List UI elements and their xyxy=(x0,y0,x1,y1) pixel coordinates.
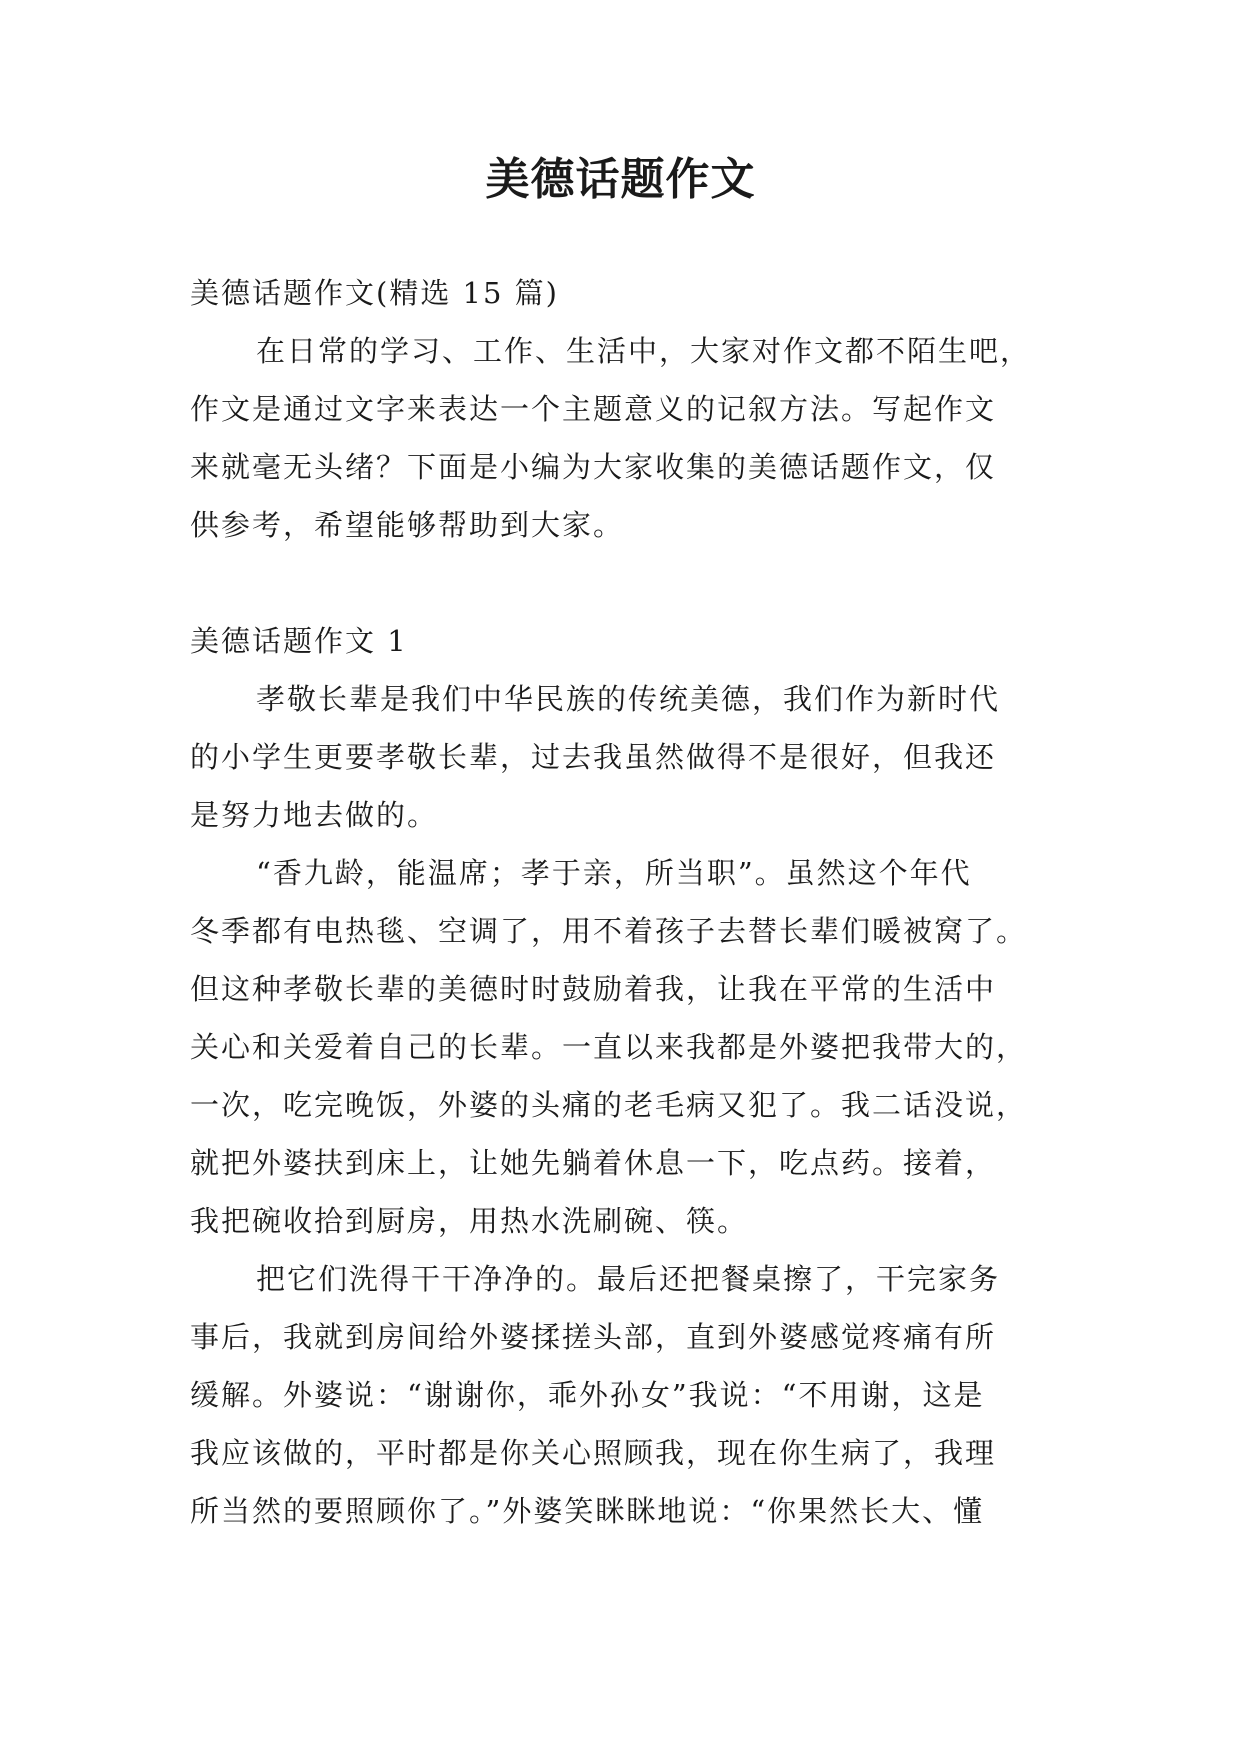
paragraph-line: 关心和关爱着自己的长辈。一直以来我都是外婆把我带大的， xyxy=(190,1030,1028,1064)
paragraph-line: 所当然的要照顾你了。”外婆笑眯眯地说：“你果然长大、懂 xyxy=(190,1494,985,1528)
paragraph-line: 一次，吃完晚饭，外婆的头痛的老毛病又犯了。我二话没说， xyxy=(190,1088,1028,1122)
paragraph-line: 但这种孝敬长辈的美德时时鼓励着我，让我在平常的生活中 xyxy=(190,972,997,1006)
document-body xyxy=(190,264,1070,1540)
paragraph-line: 冬季都有电热毯、空调了，用不着孩子去替长辈们暖被窝了。 xyxy=(190,914,1028,948)
intro-line: 供参考，希望能够帮助到大家。 xyxy=(190,508,625,542)
paragraph-line: 我应该做的，平时都是你关心照顾我，现在你生病了，我理 xyxy=(190,1436,997,1470)
paragraph-line: 就把外婆扶到床上，让她先躺着休息一下，吃点药。接着， xyxy=(190,1146,997,1180)
paragraph-line: “香九龄，能温席；孝于亲，所当职”。虽然这个年代 xyxy=(256,856,972,890)
paragraph-line: 缓解。外婆说：“谢谢你，乖外孙女”我说：“不用谢，这是 xyxy=(190,1378,985,1412)
intro-line: 来就毫无头绪？下面是小编为大家收集的美德话题作文，仅 xyxy=(190,450,997,484)
paragraph-line: 的小学生更要孝敬长辈，过去我虽然做得不是很好，但我还 xyxy=(190,740,997,774)
paragraph-line: 事后，我就到房间给外婆揉搓头部，直到外婆感觉疼痛有所 xyxy=(190,1320,997,1354)
paragraph-line: 把它们洗得干干净净的。最后还把餐桌擦了，干完家务 xyxy=(256,1262,1001,1296)
paragraph-line: 是努力地去做的。 xyxy=(190,798,439,832)
document-title: 美德话题作文 xyxy=(485,154,756,205)
intro-line: 在日常的学习、工作、生活中，大家对作文都不陌生吧， xyxy=(256,334,1032,368)
paragraph-gap xyxy=(190,554,1070,612)
subtitle: 美德话题作文(精选 15 篇) xyxy=(190,276,559,310)
paragraph-line: 孝敬长辈是我们中华民族的传统美德，我们作为新时代 xyxy=(256,682,1001,716)
intro-line: 作文是通过文字来表达一个主题意义的记叙方法。写起作文 xyxy=(190,392,997,426)
paragraph-line: 我把碗收拾到厨房，用热水洗刷碗、筷。 xyxy=(190,1204,749,1238)
section-heading: 美德话题作文 1 xyxy=(190,624,408,658)
